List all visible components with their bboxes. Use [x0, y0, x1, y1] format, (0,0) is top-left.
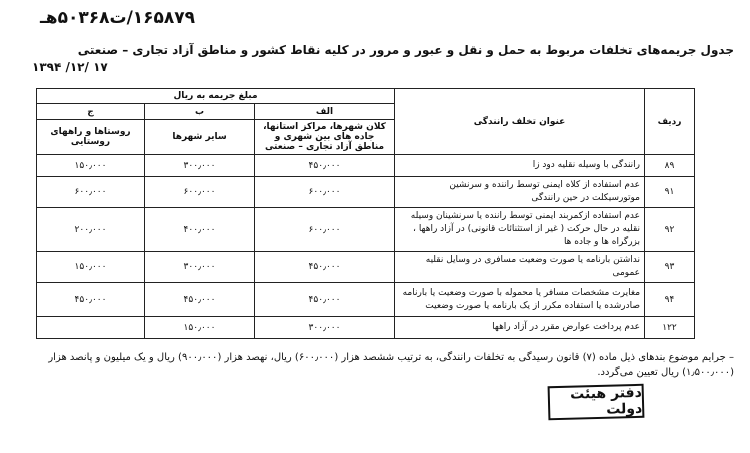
table-row [37, 317, 695, 339]
header-column-c-description: روستاها و راههای روستایی [37, 120, 145, 155]
fine-column-b: ۶۰۰٫۰۰۰ [145, 177, 255, 208]
fine-column-a: ۳۰۰٫۰۰۰ [255, 317, 395, 339]
row-number: ۹۳ [645, 252, 695, 283]
violation-title: نداشتن بارنامه یا صورت وضعیت مسافری در وسایل نقلیه عمومی [395, 252, 645, 283]
document-date: ۱۷ /۱۲/ ۱۳۹۴ [32, 60, 108, 74]
row-number: ۹۱ [645, 177, 695, 208]
table-row [37, 177, 695, 208]
fine-column-b: ۱۵۰٫۰۰۰ [145, 317, 255, 339]
fine-column-b: ۴۰۰٫۰۰۰ [145, 208, 255, 252]
header-column-a-description: کلان شهرها، مراکز استانها، جاده های بین شهری و مناطق آزاد تجاری – صنعتی [255, 120, 395, 155]
fine-column-c: ۱۵۰٫۰۰۰ [37, 155, 145, 177]
cabinet-office-stamp: دفتر هیئت دولت [548, 384, 645, 421]
fine-column-c: ۲۰۰٫۰۰۰ [37, 208, 145, 252]
header-row-number: ردیف [645, 89, 695, 155]
footnote-text: – جرایم موضوع بندهای ذیل ماده (۷) قانون رسیدگی به تخلفات رانندگی، به ترتیب ششصد هزار (۶۰۰٫۰۰۰) ریال، نهصد هزار (۹۰۰٫۰۰۰) ریال و یک میلیون و پانصد هزار (۱٫۵۰۰٫۰۰۰) ریال تعیین می‌گردد. [48, 352, 734, 378]
table-row [37, 283, 695, 317]
fine-column-a: ۶۰۰٫۰۰۰ [255, 177, 395, 208]
fine-column-a: ۶۰۰٫۰۰۰ [255, 208, 395, 252]
header-column-b-description: سایر شهرها [145, 120, 255, 155]
document-title: جدول جریمه‌های تخلفات مربوط به حمل و نقل و عبور و مرور در کلیه نقاط کشور و مناطق آزاد تجاری – صنعتی [77, 43, 734, 57]
row-number: ۹۲ [645, 208, 695, 252]
fine-column-c: ۶۰۰٫۰۰۰ [37, 177, 145, 208]
table-row [37, 155, 695, 177]
row-number: ۹۴ [645, 283, 695, 317]
header-column-b: ب [145, 104, 255, 120]
document-reference-number: ۱۶۵۸۷۹/ت۵۰۳۶۸هـ [40, 8, 196, 28]
fine-column-c: ۱۵۰٫۰۰۰ [37, 252, 145, 283]
fine-column-a: ۴۵۰٫۰۰۰ [255, 283, 395, 317]
fines-table [36, 88, 695, 339]
fine-column-a: ۴۵۰٫۰۰۰ [255, 252, 395, 283]
header-column-a: الف [255, 104, 395, 120]
fine-column-a: ۴۵۰٫۰۰۰ [255, 155, 395, 177]
row-number: ۸۹ [645, 155, 695, 177]
table-row [37, 208, 695, 252]
violation-title: عدم استفاده ازکمربند ایمنی توسط راننده یا سرنشینان وسیله نقلیه در حال حرکت ( غیر از استثنائات قانونی) در آزاد راهها ، بزرگراه ها و جاده ها [395, 208, 645, 252]
header-fine-amount: مبلغ جریمه به ریال [37, 89, 395, 104]
violation-title: رانندگی با وسیله نقلیه دود زا [395, 155, 645, 177]
row-number: ۱۲۲ [645, 317, 695, 339]
fine-column-c [37, 317, 145, 339]
fine-column-b: ۳۰۰٫۰۰۰ [145, 252, 255, 283]
table-row [37, 252, 695, 283]
fine-column-b: ۴۵۰٫۰۰۰ [145, 283, 255, 317]
fine-column-c: ۴۵۰٫۰۰۰ [37, 283, 145, 317]
fine-column-b: ۳۰۰٫۰۰۰ [145, 155, 255, 177]
header-column-c: ج [37, 104, 145, 120]
header-violation-title: عنوان تخلف رانندگی [395, 89, 645, 155]
violation-title: مغایرت مشخصات مسافر یا محموله با صورت وضعیت یا بارنامه صادرشده یا استفاده مکرر از یک بارنامه یا صورت وضعیت [395, 283, 645, 317]
violation-title: عدم پرداخت عوارض مقرر در آزاد راهها [395, 317, 645, 339]
violation-title: عدم استفاده از کلاه ایمنی توسط راننده و سرنشین موتورسیکلت در حین رانندگی [395, 177, 645, 208]
